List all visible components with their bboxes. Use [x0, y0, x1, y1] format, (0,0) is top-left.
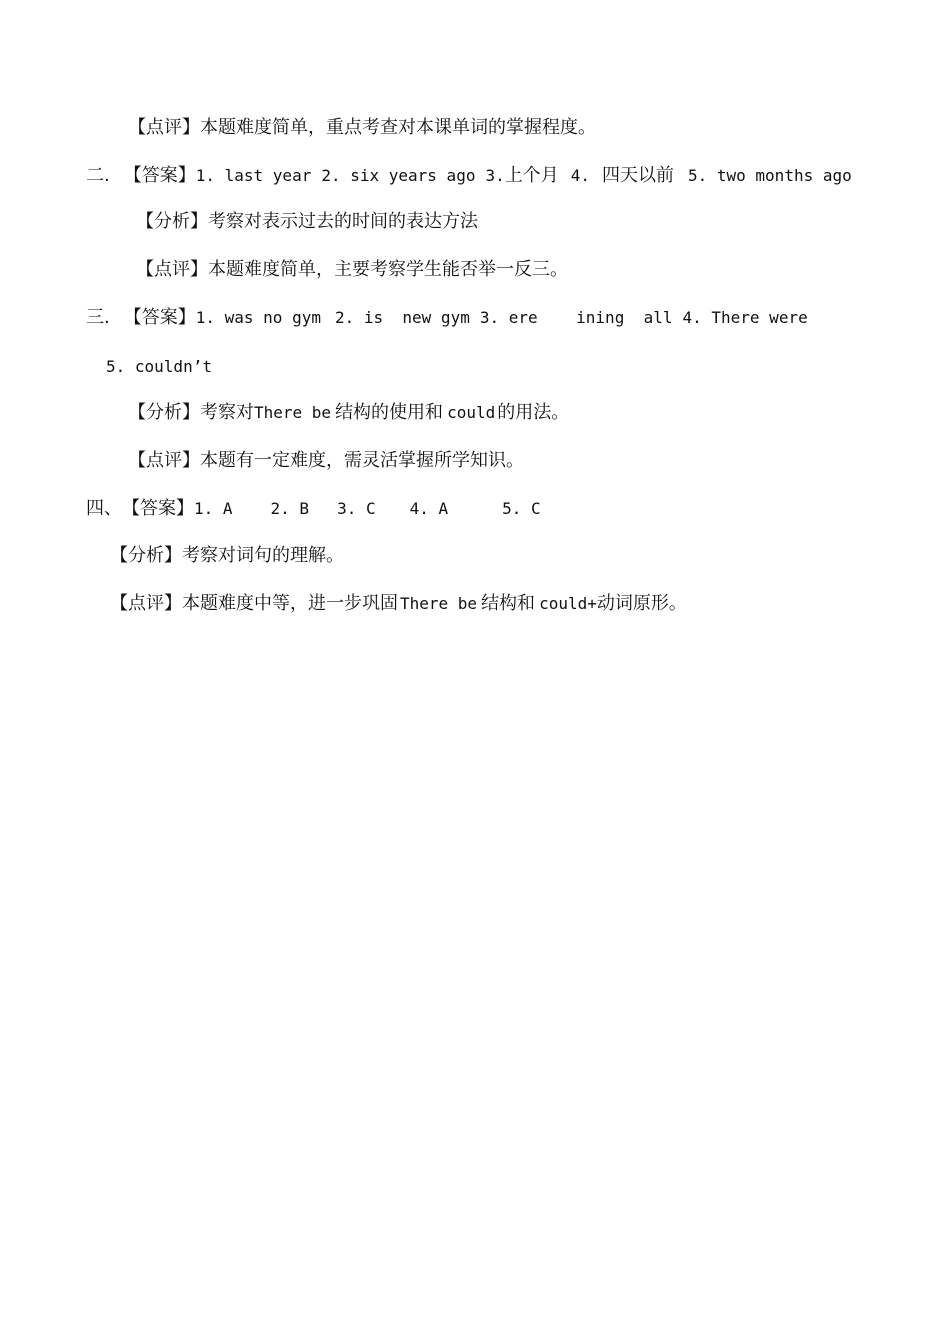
- section4-review-line: [110, 592, 687, 616]
- review-tag: 【点评】: [110, 593, 182, 614]
- analysis-text-part4: could: [447, 403, 496, 422]
- review-text-part4: could+: [539, 594, 597, 613]
- answer-tag: 【答案】: [122, 498, 194, 519]
- section2-answer-line: [86, 164, 852, 188]
- analysis-text-part1: 考察对: [200, 402, 254, 423]
- answer-5: 5. C: [502, 499, 541, 518]
- review-text: 本题有一定难度，需灵活掌握所学知识。: [200, 450, 524, 471]
- section2-review-line: [136, 258, 568, 282]
- analysis-tag: 【分析】: [136, 211, 208, 232]
- section3-review-line: [128, 449, 524, 473]
- section3-analysis-line: [128, 401, 569, 425]
- review-text-part2: There be: [400, 594, 478, 613]
- answer-1: 1. was no gym: [195, 308, 321, 327]
- review-text-part1: 本题难度中等，进一步巩固: [182, 593, 398, 614]
- answer-3: 上个月: [504, 165, 559, 186]
- section3-answer-line: [86, 306, 808, 330]
- answer-4-number: 4.: [570, 166, 590, 185]
- answer-3: 3. ere ining all: [479, 308, 673, 327]
- answer-5: 5. two months ago: [687, 166, 852, 185]
- review-text: 本题难度简单，重点考查对本课单词的掌握程度。: [200, 117, 596, 138]
- answer-2: 2. is new gym: [334, 308, 470, 327]
- analysis-text-part3: 结构的使用和: [335, 402, 444, 423]
- review-tag: 【点评】: [128, 117, 200, 138]
- review-tag: 【点评】: [136, 259, 208, 280]
- review-text: 本题难度简单，主要考察学生能否举一反三。: [208, 259, 568, 280]
- review-text-part5: 动词原形。: [596, 593, 687, 614]
- analysis-text-part2: There be: [254, 403, 332, 422]
- answer-1: 1. last year: [195, 166, 312, 185]
- review-text-part3: 结构和: [481, 593, 536, 614]
- answer-5: 5. couldn’t: [106, 357, 212, 376]
- section-number: 四、: [86, 498, 122, 519]
- section3-answer-line-2: [106, 355, 212, 379]
- answer-4: 4. A: [409, 499, 449, 518]
- analysis-text: 考察对词句的理解。: [182, 545, 344, 566]
- section-number: 二.: [86, 165, 110, 186]
- section4-answer-line: [86, 497, 541, 521]
- answer-3: 3. C: [337, 499, 376, 518]
- section4-analysis-line: [110, 544, 344, 568]
- answer-2: 2. six years ago: [321, 166, 476, 185]
- answer-1: 1. A: [194, 499, 233, 518]
- analysis-tag: 【分析】: [128, 402, 200, 423]
- analysis-text: 考察对表示过去的时间的表达方法: [208, 211, 478, 232]
- answer-4: 4. There were: [682, 308, 808, 327]
- review-tag: 【点评】: [128, 450, 200, 471]
- section1-review-line: [128, 116, 596, 140]
- section-number: 三.: [86, 307, 110, 328]
- analysis-tag: 【分析】: [110, 545, 182, 566]
- analysis-text-part5: 的用法。: [497, 402, 570, 423]
- answer-4: 四天以前: [601, 165, 674, 186]
- answer-tag: 【答案】: [123, 165, 196, 186]
- answer-2: 2. B: [270, 499, 310, 518]
- answer-tag: 【答案】: [123, 307, 196, 328]
- answer-3-number: 3.: [485, 166, 505, 185]
- section2-analysis-line: [136, 210, 478, 234]
